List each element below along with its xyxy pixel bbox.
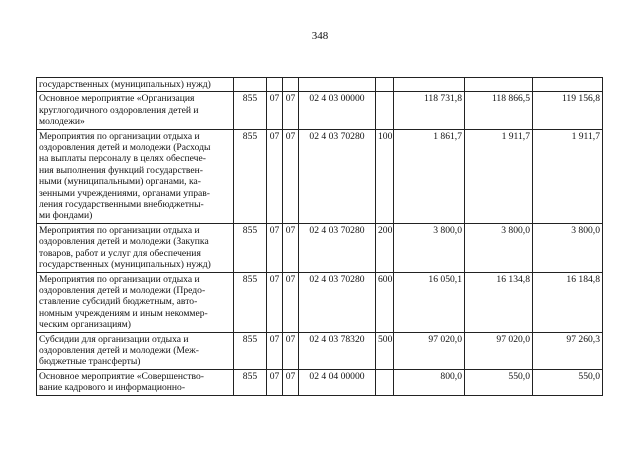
row-description: [37, 332, 234, 369]
cell-sum-year2: [465, 78, 533, 92]
cell-expense-type: 200: [376, 223, 394, 272]
cell-sum-year3: [533, 78, 603, 92]
cell-grbs: 855: [234, 223, 267, 272]
description-line: ния выполнения функций государствен-: [39, 164, 203, 176]
cell-target-article: 02 4 03 78320: [299, 332, 376, 369]
cell-expense-type: [376, 369, 394, 395]
cell-sum-year2: 550,0: [465, 369, 533, 395]
description-line: ными (муниципальными) органами, ка-: [39, 176, 201, 188]
cell-section: 07: [267, 369, 283, 395]
cell-grbs: 855: [234, 92, 267, 129]
cell-section: [267, 78, 283, 92]
description-line: ми фондами): [39, 210, 93, 222]
cell-target-article: 02 4 03 70280: [299, 223, 376, 272]
cell-sum-year3: 1 911,7: [533, 129, 603, 223]
cell-subsection: [283, 78, 299, 92]
cell-sum-year1: 3 800,0: [394, 223, 465, 272]
cell-sum-year1: [394, 78, 465, 92]
cell-expense-type: 600: [376, 272, 394, 332]
budget-table: [36, 77, 603, 396]
description-line: Мероприятия по организации отдыха и: [39, 273, 200, 285]
cell-section: 07: [267, 129, 283, 223]
row-description: [37, 129, 234, 223]
cell-sum-year1: 800,0: [394, 369, 465, 395]
table-row: [37, 272, 603, 332]
description-line: зенными учреждениями, органами управ-: [39, 187, 210, 199]
cell-sum-year2: 16 134,8: [465, 272, 533, 332]
cell-subsection: 07: [283, 223, 299, 272]
row-description: [37, 92, 234, 129]
table-row: [37, 129, 603, 223]
description-line: вание кадрового и информационно-: [39, 382, 186, 394]
description-line: ставление субсидий бюджетным, авто-: [39, 296, 198, 308]
table-row: [37, 369, 603, 395]
description-line: бюджетные трансферты): [39, 356, 141, 368]
cell-expense-type: 500: [376, 332, 394, 369]
page-number: 348: [311, 30, 329, 42]
cell-grbs: [234, 78, 267, 92]
cell-sum-year1: 97 020,0: [394, 332, 465, 369]
cell-subsection: 07: [283, 369, 299, 395]
description-line: Субсидии для организации отдыха и: [39, 333, 189, 345]
table-row: [37, 223, 603, 272]
description-line: оздоровления детей и молодежи (Предо-: [39, 284, 206, 296]
cell-section: 07: [267, 272, 283, 332]
description-line: ления государственными внебюджетны-: [39, 199, 204, 211]
cell-expense-type: 100: [376, 129, 394, 223]
cell-sum-year2: 97 020,0: [465, 332, 533, 369]
cell-expense-type: [376, 78, 394, 92]
cell-section: 07: [267, 332, 283, 369]
cell-grbs: 855: [234, 272, 267, 332]
cell-sum-year2: 1 911,7: [465, 129, 533, 223]
cell-sum-year3: 3 800,0: [533, 223, 603, 272]
cell-subsection: 07: [283, 332, 299, 369]
cell-subsection: 07: [283, 92, 299, 129]
description-line: государственных (муниципальных) нужд): [39, 259, 211, 271]
description-line: Основное мероприятие «Совершенство-: [39, 370, 204, 382]
cell-expense-type: [376, 92, 394, 129]
cell-sum-year2: 3 800,0: [465, 223, 533, 272]
description-line: круглогодичного оздоровления детей и: [39, 104, 199, 116]
cell-subsection: 07: [283, 129, 299, 223]
description-line: Основное мероприятие «Организация: [39, 93, 195, 105]
cell-target-article: 02 4 03 00000: [299, 92, 376, 129]
description-line: Мероприятия по организации отдыха и: [39, 224, 200, 236]
cell-target-article: [299, 78, 376, 92]
cell-sum-year3: 97 260,3: [533, 332, 603, 369]
description-line: оздоровления детей и молодежи (Расходы: [39, 142, 211, 154]
cell-target-article: 02 4 04 00000: [299, 369, 376, 395]
cell-sum-year1: 16 050,1: [394, 272, 465, 332]
description-line: товаров, работ и услуг для обеспечения: [39, 247, 201, 259]
cell-section: 07: [267, 223, 283, 272]
row-description: [37, 369, 234, 395]
row-description: [37, 272, 234, 332]
description-line: номным учреждениям и иным некоммер-: [39, 307, 208, 319]
cell-grbs: 855: [234, 129, 267, 223]
cell-sum-year1: 118 731,8: [394, 92, 465, 129]
cell-subsection: 07: [283, 272, 299, 332]
description-line: на выплаты персоналу в целях обеспече-: [39, 153, 206, 165]
description-line: ческим организациям): [39, 319, 131, 331]
description-line: оздоровления детей и молодежи (Закупка: [39, 236, 209, 248]
description-line: оздоровления детей и молодежи (Меж-: [39, 344, 199, 356]
row-description: [37, 223, 234, 272]
cell-sum-year2: 118 866,5: [465, 92, 533, 129]
description-line: молодежи»: [39, 116, 85, 128]
cell-sum-year1: 1 861,7: [394, 129, 465, 223]
table-body: [37, 78, 603, 396]
cell-grbs: 855: [234, 369, 267, 395]
cell-sum-year3: 16 184,8: [533, 272, 603, 332]
cell-section: 07: [267, 92, 283, 129]
cell-target-article: 02 4 03 70280: [299, 129, 376, 223]
description-line: Мероприятия по организации отдыха и: [39, 130, 200, 142]
cell-grbs: 855: [234, 332, 267, 369]
cell-sum-year3: 550,0: [533, 369, 603, 395]
row-description: [37, 78, 234, 92]
cell-target-article: 02 4 03 70280: [299, 272, 376, 332]
cell-sum-year3: 119 156,8: [533, 92, 603, 129]
table-row: [37, 92, 603, 129]
description-line: государственных (муниципальных) нужд): [39, 79, 211, 90]
table-row: [37, 78, 603, 92]
table-row: [37, 332, 603, 369]
